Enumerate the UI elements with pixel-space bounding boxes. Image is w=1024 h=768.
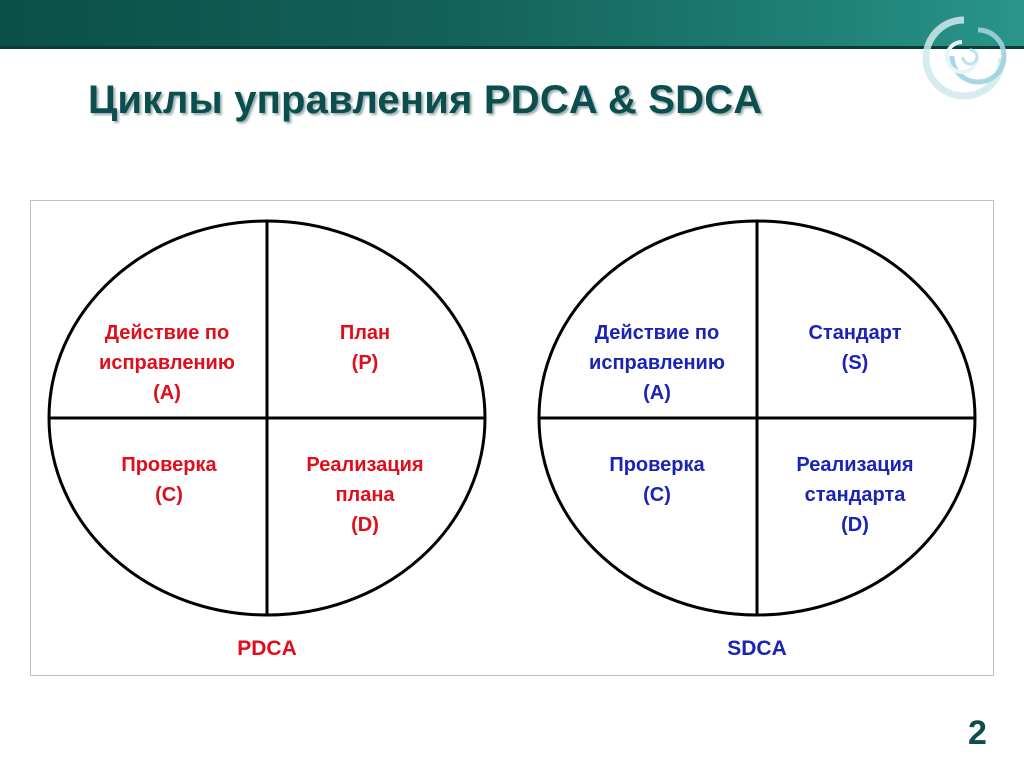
spiral-logo-icon — [894, 0, 1024, 100]
sdca-label: SDCA — [727, 637, 787, 660]
sdca-cycle — [539, 221, 975, 660]
pdca-cycle — [49, 221, 485, 660]
sdca-check-line1: Проверка — [609, 454, 705, 476]
header-band — [0, 0, 1024, 49]
pdca-check-line1: Проверка — [121, 454, 217, 476]
pdca-label: PDCA — [237, 637, 297, 660]
pdca-check-line2: (C) — [155, 484, 183, 506]
pdca-do-line2: плана — [335, 484, 395, 506]
sdca-check-line2: (C) — [643, 484, 671, 506]
pdca-act-line1: Действие по — [104, 322, 230, 344]
pdca-act-line3: (A) — [153, 382, 181, 404]
sdca-standard-line2: (S) — [841, 352, 869, 374]
sdca-do-line2: стандарта — [804, 484, 906, 506]
sdca-act-line2: исправлению — [589, 352, 725, 374]
sdca-do-line1: Реализация — [796, 454, 914, 476]
sdca-act-line1: Действие по — [594, 322, 720, 344]
pdca-act-line2: исправлению — [99, 352, 235, 374]
sdca-act-line3: (A) — [643, 382, 671, 404]
cycles-diagram — [31, 201, 993, 675]
pdca-do-line1: Реализация — [306, 454, 424, 476]
pdca-do-line3: (D) — [351, 514, 379, 536]
sdca-standard-line1: Стандарт — [808, 322, 902, 344]
pdca-plan-line1: План — [339, 322, 391, 344]
pdca-plan-line2: (P) — [351, 352, 379, 374]
slide-number: 2 — [968, 714, 987, 752]
slide-title: Циклы управления PDCA & SDCA — [88, 78, 763, 122]
sdca-do-line3: (D) — [841, 514, 869, 536]
cycles-diagram-panel — [30, 200, 994, 676]
